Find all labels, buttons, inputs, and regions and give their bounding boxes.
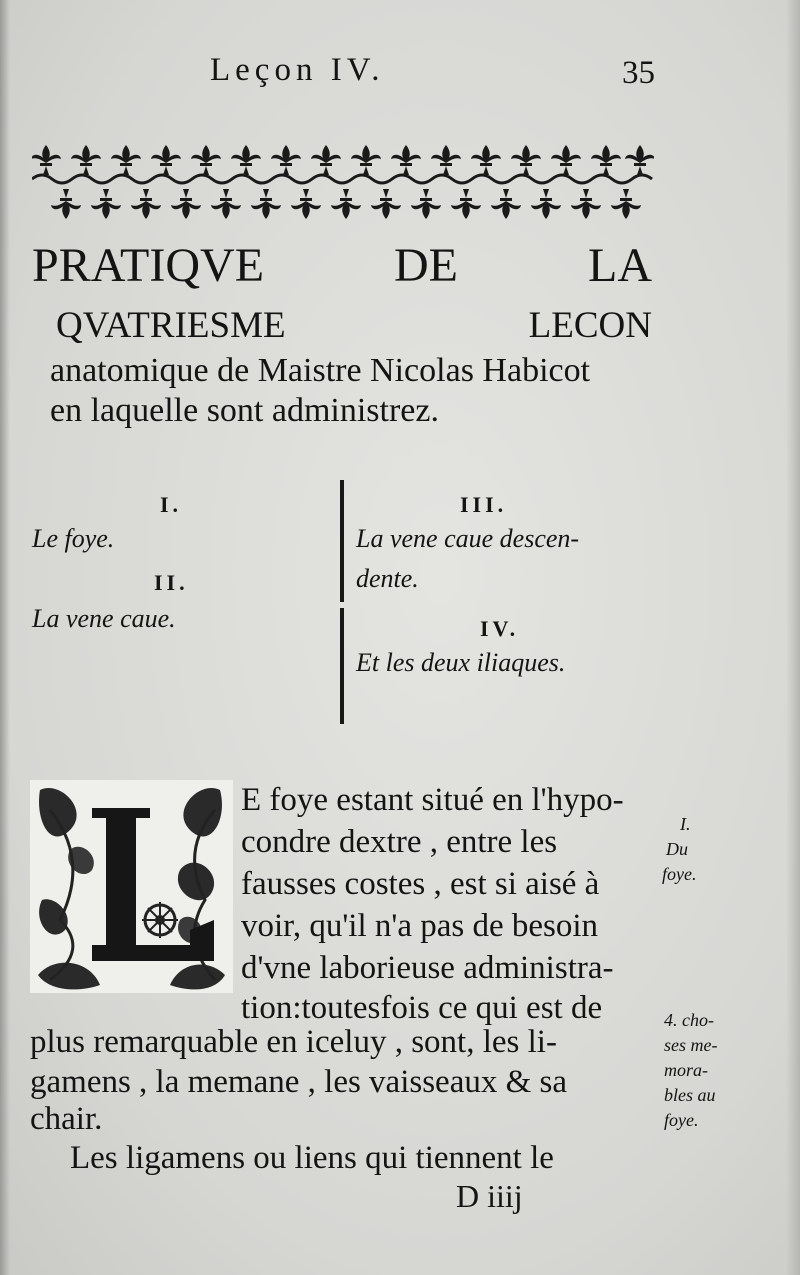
signature-mark: D iiij	[456, 1178, 523, 1214]
body-text-line: Les ligamens ou liens qui tiennent le	[70, 1140, 554, 1176]
margin-note-line: bles au	[664, 1085, 716, 1105]
contents-numeral: II.	[154, 570, 189, 595]
margin-note-line: ses me-	[664, 1035, 718, 1055]
title-line-4: en laquelle sont administrez.	[50, 392, 439, 429]
body-text-line: condre dextre , entre les	[241, 824, 558, 860]
margin-note-du-foye	[662, 812, 697, 887]
page-edge-shadow	[786, 0, 800, 1275]
margin-note-choses-memorables	[664, 1008, 717, 1133]
margin-note-line: foye.	[662, 864, 697, 884]
margin-note-line: foye.	[664, 1110, 699, 1130]
body-text-line: chair.	[30, 1101, 103, 1137]
contents-numeral: III.	[460, 492, 508, 517]
title-line-1	[32, 238, 652, 293]
fleuron-ornament-band	[32, 133, 654, 219]
title-line-2	[56, 304, 652, 347]
title-word: LECON	[528, 305, 652, 346]
margin-note-line: mora-	[664, 1060, 708, 1080]
page-edge-shadow	[0, 0, 10, 1275]
contents-item: Le foye.	[32, 524, 115, 553]
body-text-line: d'vne laborieuse administra-	[241, 950, 614, 986]
running-head: Leçon IV.	[210, 52, 385, 88]
body-text-line: gamens , la memane , les vaisseaux & sa	[30, 1064, 568, 1100]
title-word: LA	[588, 239, 652, 292]
title-word: PRATIQVE	[32, 239, 265, 292]
margin-note-line: Du	[666, 839, 688, 859]
body-text-line: fausses costes , est si aisé à	[241, 866, 600, 902]
contents-numeral: I.	[160, 492, 183, 517]
body-text-line: voir, qu'il n'a pas de besoin	[241, 908, 599, 944]
dropcap-l-ornament	[30, 780, 233, 993]
contents-item: La vene caue descen-	[356, 524, 580, 553]
contents-item: dente.	[356, 564, 419, 593]
body-text-line: plus remarquable en iceluy , sont, les li-	[30, 1024, 557, 1060]
margin-note-line: 4. cho-	[664, 1010, 714, 1030]
page-number: 35	[622, 55, 655, 91]
contents-numeral: IV.	[480, 616, 520, 641]
title-line-3: anatomique de Maistre Nicolas Habicot	[50, 352, 591, 389]
column-rule	[340, 608, 344, 724]
title-word: QVATRIESME	[56, 305, 286, 346]
title-word: DE	[394, 239, 458, 292]
column-rule	[340, 480, 344, 602]
body-text-line: tion:toutesfois ce qui est de	[241, 990, 603, 1026]
contents-item: La vene caue.	[32, 604, 176, 633]
contents-table	[30, 480, 670, 730]
body-text-line: E foye estant situé en l'hypo-	[241, 782, 624, 818]
contents-item: Et les deux iliaques.	[356, 648, 566, 677]
margin-note-line: I.	[680, 814, 691, 834]
